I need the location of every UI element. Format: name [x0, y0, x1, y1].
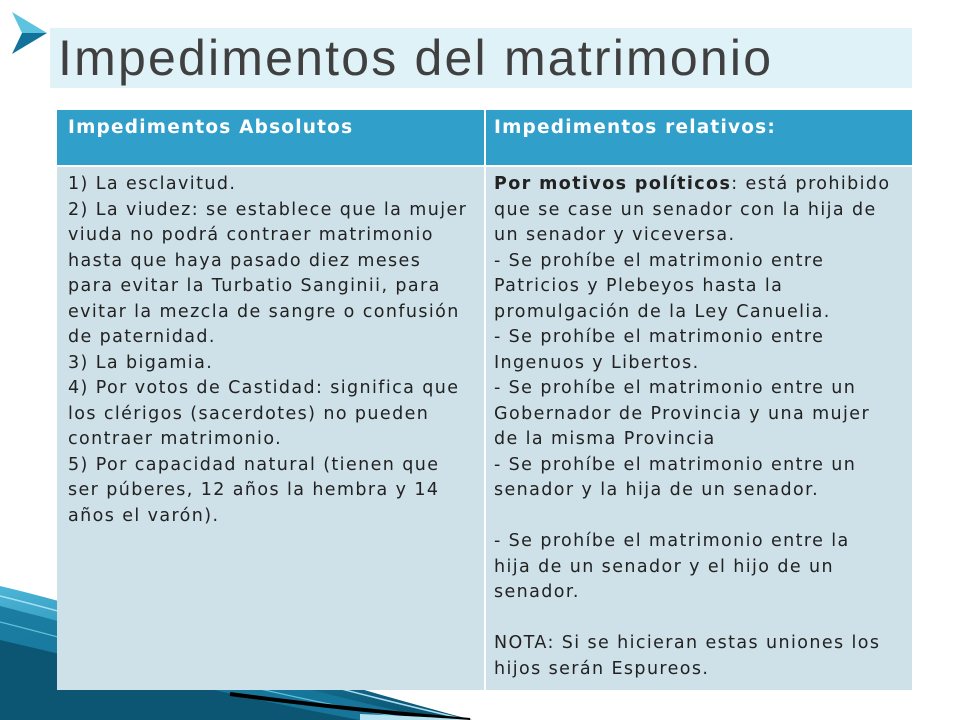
text-line: senador y la hija de un senador.	[494, 480, 820, 500]
intro-bold-label: Por motivos políticos	[494, 174, 732, 194]
text-line: - Se prohíbe el matrimonio entre	[494, 327, 825, 347]
text-line: viuda no podrá contraer matrimonio	[68, 225, 434, 245]
text-line: los clérigos (sacerdotes) no pueden	[68, 403, 430, 424]
intro-paragraph	[494, 172, 912, 249]
text-line: - Se prohíbe el matrimonio entre un	[494, 454, 857, 475]
text-line: - Se prohíbe el matrimonio entre la	[494, 531, 850, 551]
text-line: 1) La esclavitud.	[68, 174, 237, 194]
arrow-bullet-top-facet	[12, 12, 47, 33]
list-item	[494, 376, 912, 453]
list-item	[494, 453, 912, 504]
list-item	[494, 325, 912, 376]
text-line: - Se prohíbe el matrimonio entre un	[494, 378, 857, 398]
list-item	[494, 529, 912, 606]
impedimentos-table	[57, 110, 912, 690]
list-item	[68, 198, 484, 351]
arrow-bullet-icon	[12, 12, 47, 54]
text-line	[494, 172, 912, 198]
text-line: de paternidad.	[68, 327, 216, 347]
text-line: hija de un senador y el hijo de un	[494, 556, 834, 577]
text-line: Ingenuos y Libertos.	[494, 352, 700, 373]
text-line: Gobernador de Provincia y una mujer	[494, 403, 871, 424]
arrow-bullet-bottom-facet	[12, 33, 47, 54]
header-relativos: Impedimentos relativos:	[486, 110, 912, 165]
slide-title: Impedimentos del matrimonio	[58, 30, 774, 86]
text-line: NOTA: Si se hicieran estas uniones los	[494, 633, 881, 653]
cell-relativos	[486, 167, 912, 690]
list-item	[68, 453, 484, 530]
header-absolutos: Impedimentos Absolutos	[57, 110, 484, 165]
text-line: Patricios y Plebeyos hasta la	[494, 276, 784, 296]
text-line: de la misma Provincia	[494, 429, 716, 449]
text-line: senador.	[494, 582, 580, 602]
text-line: años el varón).	[68, 505, 220, 526]
intro-text: : está prohibido	[731, 174, 891, 194]
text-line: contraer matrimonio.	[68, 429, 283, 449]
text-line: evitar la mezcla de sangre o confusión	[68, 301, 460, 322]
text-line: 4) Por votos de Castidad: significa que	[68, 378, 460, 398]
text-line: ser púberes, 12 años la hembra y 14	[68, 480, 440, 500]
text-line: hijos serán Espureos.	[494, 658, 710, 679]
note-paragraph	[494, 631, 912, 682]
list-item	[68, 172, 484, 198]
text-line: - Se prohíbe el matrimonio entre	[494, 250, 825, 271]
text-line: un senador y viceversa.	[494, 225, 736, 245]
list-item	[494, 249, 912, 326]
cell-absolutos	[57, 167, 484, 690]
text-line: para evitar la Turbatio Sanginii, para	[68, 276, 441, 296]
text-line: promulgación de la Ley Canuelia.	[494, 301, 831, 322]
list-item	[68, 351, 484, 377]
list-item	[68, 376, 484, 453]
text-line: 3) La bigamia.	[68, 352, 214, 373]
text-line: hasta que haya pasado diez meses	[68, 250, 422, 271]
text-line: que se case un senador con la hija de	[494, 199, 877, 220]
text-line: 5) Por capacidad natural (tienen que	[68, 454, 440, 475]
text-line: 2) La viudez: se establece que la mujer	[68, 199, 468, 220]
